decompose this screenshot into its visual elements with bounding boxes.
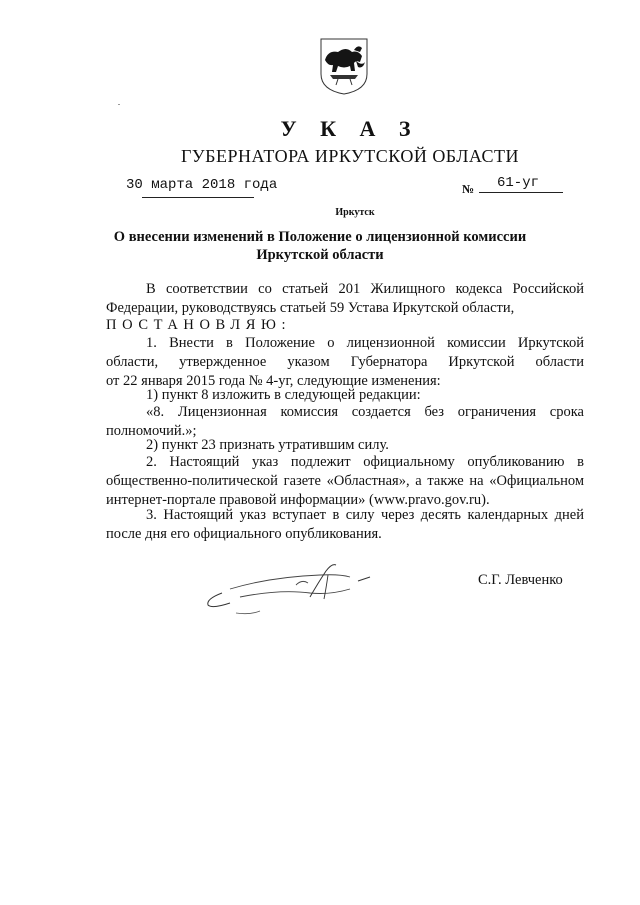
item-2-line: общественно-политической газете «Областная», а также на «Официальном [106,473,584,489]
scan-speck [118,104,120,105]
preamble-line: Федерации, руководствуясь статьей 59 Устава Иркутской области, [106,300,515,316]
resolve-heading: ПОСТАНОВЛЯЮ: [106,317,292,333]
document-number: 61-уг [497,175,540,191]
item-1-line: 1. Внести в Положение о лицензионной комиссии Иркутской [146,335,584,351]
item-1-line: области, утвержденное указом Губернатора Иркутской области [106,354,584,370]
item-1-paragraph [106,334,584,391]
quoted-line: «8. Лицензионная комиссия создается без ограничения срока [146,404,584,420]
irkutsk-coat-of-arms-icon [318,36,370,96]
issue-city: Иркутск [335,207,375,218]
item-3-line: после дня его официального опубликования. [106,526,382,542]
item-3-paragraph [106,506,584,544]
document-title-line: О внесении изменений в Положение о лицензионной комиссии [113,229,527,245]
document-title [100,228,540,264]
item-2-paragraph [106,453,584,510]
date-underline [142,197,254,198]
subitem-1-line: 1) пункт 8 изложить в следующей редакции: [146,387,421,403]
number-label: № [462,182,475,196]
document-title-line: Иркутской области [256,247,384,263]
subitem-2-line: 2) пункт 23 признать утратившим силу. [146,437,389,453]
quoted-line: полномочий.»; [106,423,197,439]
number-underline [479,192,563,193]
document-date: 30 марта 2018 года [126,177,278,193]
signer-name: С.Г. Левченко [478,572,563,588]
preamble-line: В соответствии со статьей 201 Жилищного кодекса Российской [146,281,584,297]
item-1-line: от 22 января 2015 года № 4-уг, следующие изменения: [106,373,441,389]
item-3-line: 3. Настоящий указ вступает в силу через десять календарных дней [146,507,584,523]
preamble-paragraph [106,280,584,318]
handwritten-signature-icon [200,555,390,625]
document-type-title: У К А З [280,116,420,141]
item-2-line: интернет-портале правовой информации» (www.pravo.gov.ru). [106,492,490,508]
item-2-line: 2. Настоящий указ подлежит официальному опубликованию в [146,454,584,470]
issuer-title: ГУБЕРНАТОРА ИРКУТСКОЙ ОБЛАСТИ [180,146,520,166]
